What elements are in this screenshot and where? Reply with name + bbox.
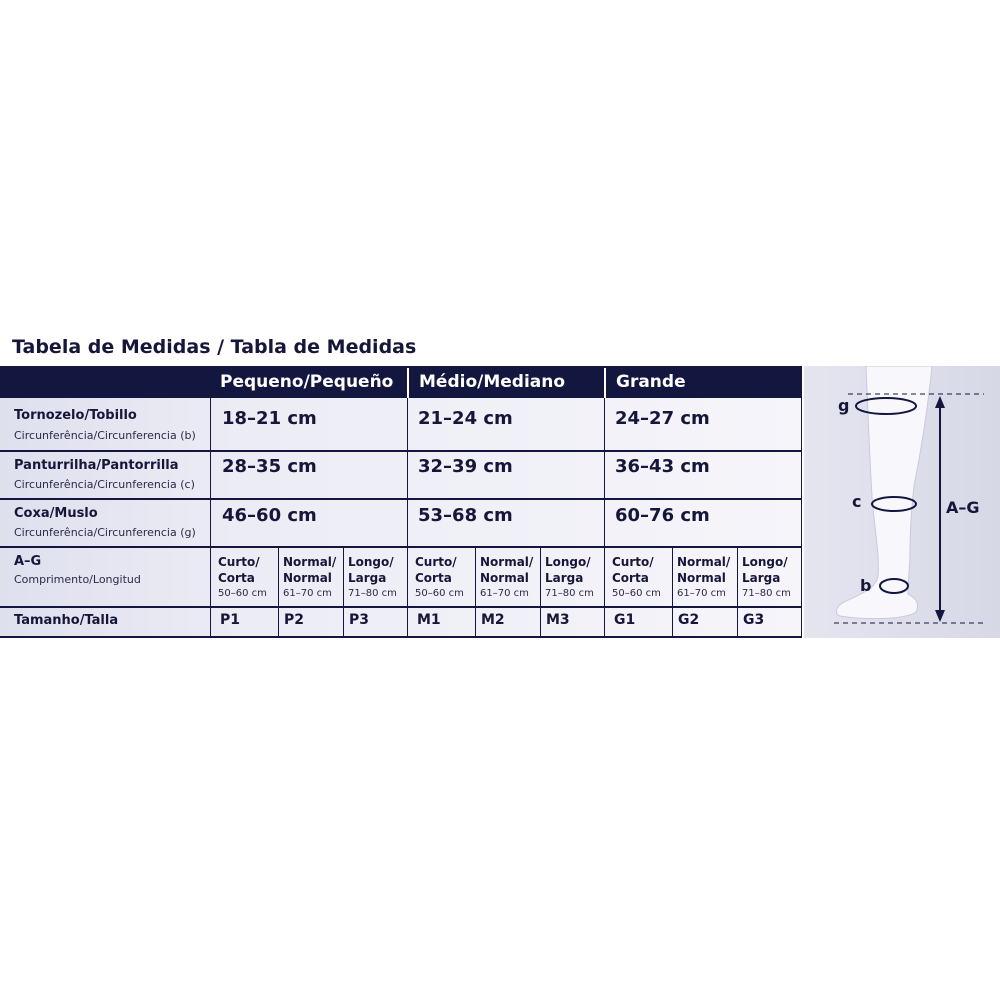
size-code: P3 xyxy=(349,612,370,628)
length-normal-range: 61–70 cm xyxy=(480,588,529,599)
subcol-divider xyxy=(540,548,541,638)
header-medium: Médio/Mediano xyxy=(419,372,566,392)
length-normal-range: 61–70 cm xyxy=(677,588,726,599)
subcol-divider xyxy=(475,548,476,638)
row-sublabel-calf: Circunferência/Circunferencia (c) xyxy=(14,478,195,491)
row-divider xyxy=(0,636,802,638)
row-sublabel-length: Comprimento/Longitud xyxy=(14,573,141,586)
row-label-size: Tamanho/Talla xyxy=(14,613,119,628)
value-calf-large: 36–43 cm xyxy=(615,456,710,477)
length-long-label: Longo/ Larga xyxy=(545,555,591,585)
size-code: G3 xyxy=(743,612,765,628)
length-short-label: Curto/ Corta xyxy=(218,555,260,585)
length-normal-label: Normal/ Normal xyxy=(283,555,337,585)
length-short-label: Curto/ Corta xyxy=(612,555,654,585)
row-sublabel-thigh: Circunferência/Circunferencia (g) xyxy=(14,526,196,539)
table-header xyxy=(0,366,802,398)
col-divider xyxy=(801,398,802,638)
header-small: Pequeno/Pequeño xyxy=(220,372,394,392)
row-label-thigh: Coxa/Muslo xyxy=(14,506,98,521)
row-divider xyxy=(0,606,802,608)
label-ag: A–G xyxy=(946,498,980,517)
label-c: c xyxy=(852,492,862,511)
col-divider xyxy=(407,398,408,638)
length-long-range: 71–80 cm xyxy=(348,588,397,599)
value-calf-small: 28–35 cm xyxy=(222,456,317,477)
subcol-divider xyxy=(672,548,673,638)
row-label-ankle: Tornozelo/Tobillo xyxy=(14,408,137,423)
size-table xyxy=(0,366,802,638)
size-code: M1 xyxy=(417,612,441,628)
value-thigh-medium: 53–68 cm xyxy=(418,505,513,526)
length-long-label: Longo/ Larga xyxy=(348,555,394,585)
length-short-range: 50–60 cm xyxy=(415,588,464,599)
col-divider xyxy=(604,398,605,638)
header-large: Grande xyxy=(616,372,686,392)
row-divider xyxy=(0,546,802,548)
subcol-divider xyxy=(343,548,344,638)
length-short-label: Curto/ Corta xyxy=(415,555,457,585)
label-b: b xyxy=(860,576,872,595)
length-long-label: Longo/ Larga xyxy=(742,555,788,585)
value-calf-medium: 32–39 cm xyxy=(418,456,513,477)
size-code: M3 xyxy=(546,612,570,628)
label-g: g xyxy=(838,396,850,415)
leg-diagram xyxy=(804,366,1000,638)
row-label-length: A–G xyxy=(14,554,42,569)
length-short-range: 50–60 cm xyxy=(218,588,267,599)
length-short-range: 50–60 cm xyxy=(612,588,661,599)
col-divider xyxy=(210,398,211,638)
arrow-down-icon xyxy=(935,610,945,622)
value-ankle-medium: 21–24 cm xyxy=(418,408,513,429)
size-code: G2 xyxy=(678,612,700,628)
size-code: P1 xyxy=(220,612,241,628)
size-code: G1 xyxy=(614,612,636,628)
length-long-range: 71–80 cm xyxy=(545,588,594,599)
value-ankle-large: 24–27 cm xyxy=(615,408,710,429)
length-long-range: 71–80 cm xyxy=(742,588,791,599)
row-divider xyxy=(0,450,802,452)
subcol-divider xyxy=(737,548,738,638)
length-normal-label: Normal/ Normal xyxy=(480,555,534,585)
row-label-calf: Panturrilha/Pantorrilla xyxy=(14,458,179,473)
size-code: P2 xyxy=(284,612,305,628)
page-title: Tabela de Medidas / Tabla de Medidas xyxy=(12,336,417,358)
value-ankle-small: 18–21 cm xyxy=(222,408,317,429)
row-divider xyxy=(0,498,802,500)
length-normal-label: Normal/ Normal xyxy=(677,555,731,585)
value-thigh-small: 46–60 cm xyxy=(222,505,317,526)
length-normal-range: 61–70 cm xyxy=(283,588,332,599)
size-code: M2 xyxy=(481,612,505,628)
value-thigh-large: 60–76 cm xyxy=(615,505,710,526)
row-sublabel-ankle: Circunferência/Circunferencia (b) xyxy=(14,429,196,442)
subcol-divider xyxy=(278,548,279,638)
arrow-up-icon xyxy=(935,396,945,408)
